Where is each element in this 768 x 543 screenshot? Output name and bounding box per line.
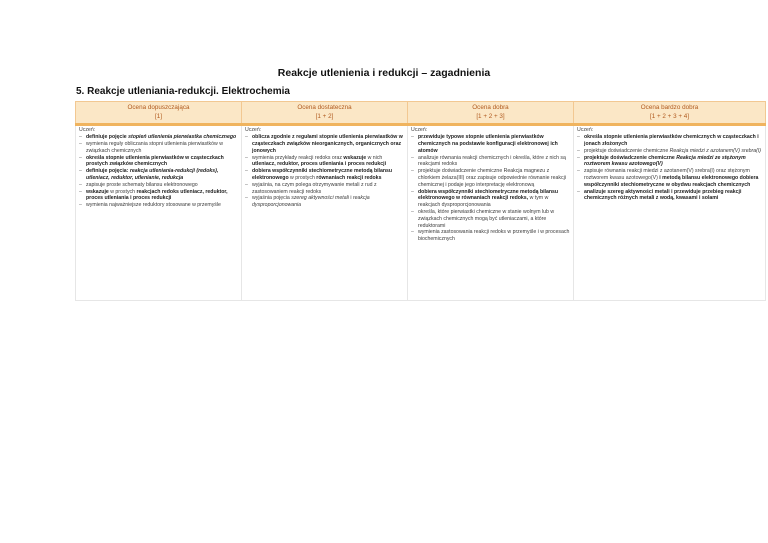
column-cell [408, 125, 574, 301]
column-header [242, 102, 408, 125]
requirement-item [411, 209, 570, 229]
table-header-row [76, 102, 766, 125]
requirement-text: i metodą bilansu elektronowego dobiera współczynniki stechiometryczne w obydwu reakcjach chemicznych [584, 175, 759, 188]
requirement-text: wyjaśnia, na czym polega otrzymywanie metali z rud z zastosowaniem reakcji redoks [252, 181, 377, 195]
requirement-text: dobiera współczynniki stechiometryczne metodą bilansu elektronowego [252, 168, 393, 182]
grade-name: Ocena dostateczna [297, 104, 352, 111]
table-row [76, 125, 766, 301]
requirement-text: wymienia najważniejsze reduktory stosowane w przemyśle [86, 202, 221, 209]
requirement-text: określa stopnie utlenienia pierwiastków w cząsteczkach prostych związków chemicznych [86, 154, 224, 168]
requirement-item [79, 202, 238, 209]
requirement-item [411, 134, 570, 154]
grade-name: Ocena bardzo dobra [640, 104, 699, 111]
requirement-item [411, 189, 570, 209]
requirement-text: szereg aktywności metali [291, 195, 349, 202]
requirement-item [245, 134, 404, 154]
requirement-text: wyjaśnia pojęcia [252, 195, 292, 202]
requirement-item [79, 168, 238, 182]
requirement-text: Reakcja miedzi z azotanem(V) srebra(I) [669, 147, 762, 154]
requirement-text: analizuje równania reakcji chemicznych i określa, które z nich są reakcjami redoks [418, 154, 566, 168]
requirement-item [245, 195, 404, 209]
requirement-text: stopień utlenienia pierwiastka chemicznego [128, 134, 237, 141]
requirement-text: zapisuje proste schematy bilansu elektronowego [86, 181, 198, 188]
column-cell [574, 125, 766, 301]
cell-intro: Uczeń: [577, 127, 594, 133]
requirement-list [577, 134, 762, 202]
requirement-item [577, 168, 762, 188]
requirement-text: w nich [366, 154, 383, 161]
grade-levels: [1 + 2] [315, 113, 334, 120]
cell-intro: Uczeń: [411, 127, 428, 133]
section-heading: 5. Reakcje utleniania-redukcji. Elektrochemia [76, 86, 290, 97]
requirement-list [411, 134, 570, 243]
requirement-text: analizuje szereg aktywności metali i przewiduje przebieg reakcji chemicznych różnych metali z wodą, kwasami i solami [584, 188, 742, 202]
requirement-text: określa, które pierwiastki chemiczne w stanie wolnym lub w związkach chemicznych mogą być utleniaczami, a które reduktorami [418, 209, 555, 229]
grade-levels: [1 + 2 + 3 + 4] [649, 113, 690, 120]
requirement-item [245, 155, 404, 169]
column-cell [242, 125, 408, 301]
cell-intro: Uczeń: [245, 127, 262, 133]
requirement-text: projektuje doświadczenie chemiczne [584, 147, 670, 154]
requirement-text: reakcja utleniania-redukcji (redoks), utleniacz, reduktor, utlenianie, redukcja [86, 168, 219, 182]
requirement-item [411, 155, 570, 169]
requirement-text: wymienia reguły obliczania stopni utlenienia pierwiastków w związkach chemicznych [86, 141, 223, 154]
requirement-text: Reakcja miedzi ze stężonym roztworem kwasu azotowego(V) [584, 154, 746, 168]
grade-levels: [1 + 2 + 3] [476, 113, 505, 120]
requirement-text: oblicza zgodnie z regułami stopnie utlenienia pierwiastków w cząsteczkach związków nieorganicznych, organicznych oraz jonowych [252, 134, 403, 154]
requirement-item [577, 189, 762, 203]
column-header [408, 102, 574, 125]
requirement-text: i [348, 195, 353, 202]
requirement-item [245, 168, 404, 182]
requirement-item [79, 134, 238, 141]
requirement-text: reakcja dysproporcjonowania [252, 195, 370, 209]
requirement-item [577, 155, 762, 169]
requirement-item [245, 182, 404, 196]
requirement-item [411, 229, 570, 243]
requirement-list [79, 134, 238, 209]
requirement-text: reakcjach redoks utleniacz, reduktor, proces utleniania i proces redukcji [86, 188, 228, 202]
requirement-text: w prostych [288, 175, 317, 182]
cell-intro: Uczeń: [79, 127, 96, 133]
requirement-text: wymienia przykłady reakcji redoks oraz [252, 154, 344, 161]
requirement-text: zapisuje równania reakcji miedzi z azotanem(V) srebra(I) oraz stężonym roztworem kwasu azotowego(V) [584, 168, 750, 182]
requirement-text: wskazuje [343, 154, 367, 161]
grade-levels: [1] [154, 113, 162, 120]
page-title: Reakcje utlenienia i redukcji – zagadnienia [277, 67, 491, 79]
grade-name: Ocena dopuszczająca [127, 104, 190, 111]
column-header [76, 102, 242, 125]
requirement-text: utleniacz, reduktor, proces utleniania i proces redukcji [252, 161, 387, 168]
requirements-table [75, 101, 766, 301]
requirement-item [577, 134, 762, 148]
requirement-item [577, 148, 762, 155]
requirement-text: wymienia zastosowania reakcji redoks w przemyśle i w procesach biochemicznych [418, 229, 570, 243]
requirement-item [411, 168, 570, 188]
requirement-item [79, 182, 238, 189]
requirement-text: równaniach reakcji redoks [316, 175, 382, 182]
requirement-list [245, 134, 404, 209]
requirement-text: projektuje doświadczenie chemiczne [584, 154, 677, 161]
requirement-item [79, 155, 238, 169]
requirement-text: przewiduje typowe stopnie utlenienia pierwiastków chemicznych na podstawie konfiguracji elektronowej ich atomów [418, 134, 558, 154]
requirement-text: definiuje pojęcie [86, 134, 129, 141]
requirement-text: wskazuje [86, 188, 109, 195]
requirement-text: definiuje pojęcia: [86, 168, 130, 175]
requirement-text: w prostych [108, 188, 137, 195]
requirement-text: w tym w reakcjach dysproporcjonowania [418, 195, 549, 209]
requirement-item [79, 189, 238, 203]
requirement-item [79, 141, 238, 155]
column-cell [76, 125, 242, 301]
requirement-text: projektuje doświadczenie chemiczne Reakcja magnezu z chlorkiem żelaza(III) oraz zapisuje odpowiednie równanie reakcji chemicznej i podaje jego interpretację elektronową [418, 168, 566, 188]
requirement-text: dobiera współczynniki stechiometryczne metodą bilansu elektronowego w równaniach reakcji redoks, [418, 188, 559, 202]
column-header [574, 102, 766, 125]
grade-name: Ocena dobra [472, 104, 509, 111]
requirement-text: określa stopnie utlenienia pierwiastków chemicznych w cząsteczkach i jonach złożonych [584, 134, 759, 148]
